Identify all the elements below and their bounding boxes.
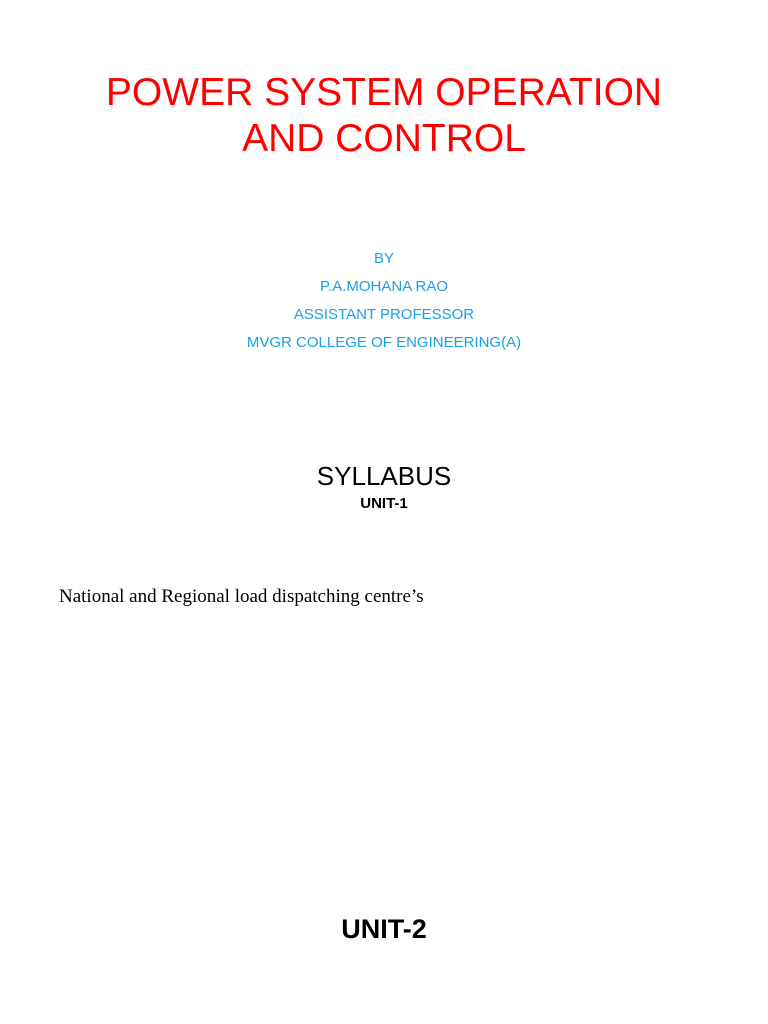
author-designation: ASSISTANT PROFESSOR — [293, 306, 475, 323]
document-title-line-1: POWER SYSTEM OPERATION — [105, 71, 663, 114]
document-title-line-2: AND CONTROL — [242, 117, 526, 160]
unit-2-heading: UNIT-2 — [341, 914, 427, 944]
syllabus-heading: SYLLABUS — [316, 461, 452, 491]
unit-1-heading: UNIT-1 — [360, 495, 408, 512]
document-title — [0, 70, 768, 162]
author-block — [0, 248, 768, 360]
by-label: BY — [373, 250, 394, 267]
unit-1-content: National and Regional load dispatching centre’s — [59, 586, 424, 607]
author-institution: MVGR COLLEGE OF ENGINEERING(A) — [246, 334, 522, 351]
author-name: P.A.MOHANA RAO — [319, 278, 449, 295]
